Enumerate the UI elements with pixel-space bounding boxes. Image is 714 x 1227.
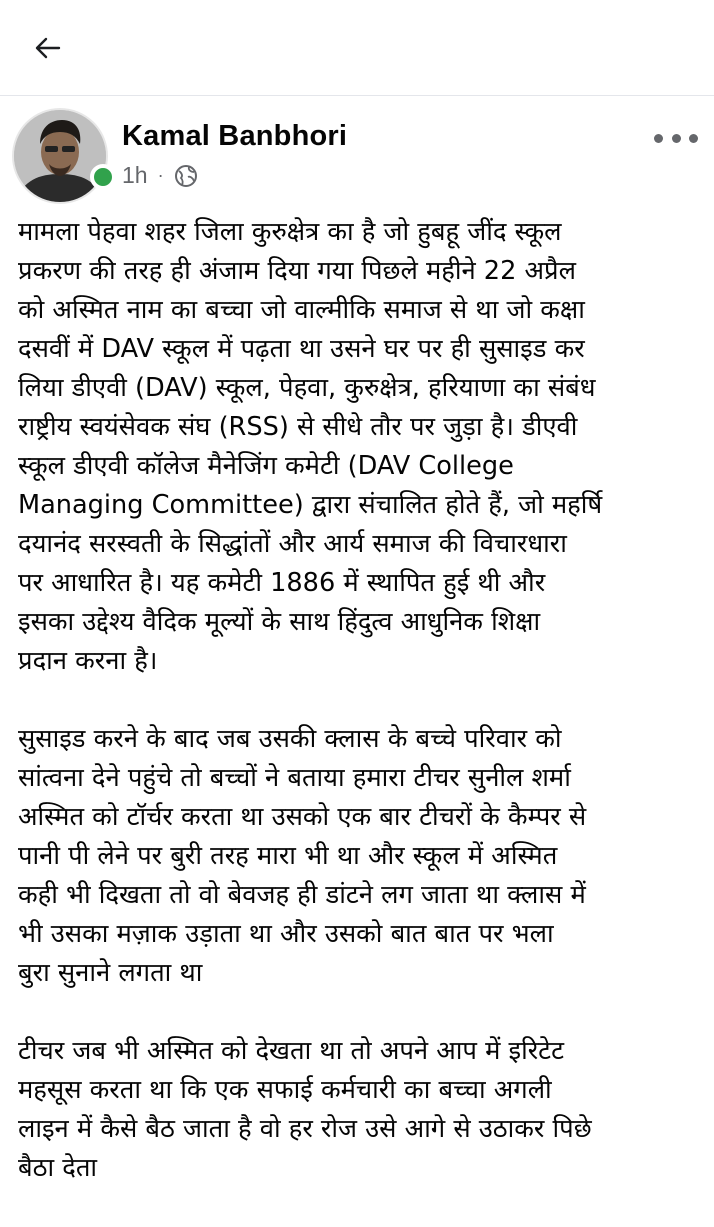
more-options-button[interactable]: [654, 126, 698, 150]
post-paragraph: सुसाइड करने के बाद जब उसकी क्लास के बच्चे परिवार को सांत्वना देने पहुंचे तो बच्चों ने बताया हमारा टीचर सुनील शर्मा अस्मित को टॉर्चर करता था उसको एक बार टीचरों के कैम्पर से पानी पी लेने पर बुरी तरह मारा भी था और स्कूल में अस्मित कही भी दिखता तो वो बेवजह ही डांटने लग जाता था क्लास में भी उसका मज़ाक उड़ाता था और उसको बात बात पर भला बुरा सुनाने लगता था: [18, 724, 587, 988]
avatar[interactable]: [12, 108, 108, 204]
post-header: [0, 96, 714, 206]
profile-photo: [14, 110, 106, 202]
globe-icon: [174, 164, 198, 188]
post-time[interactable]: 1h: [122, 162, 148, 188]
meta-separator: ·: [157, 165, 164, 185]
post-paragraph: टीचर जब भी अस्मित को देखता था तो अपने आप में इरिटेट महसूस करता था कि एक सफाई कर्मचारी का बच्चा अगली लाइन में कैसे बैठ जाता है वो हर रोज उसे आगे से उठाकर पिछे बैठा देता: [18, 1036, 592, 1183]
more-dots-icon: [654, 134, 663, 143]
author-name[interactable]: Kamal Banbhori: [122, 120, 348, 152]
online-status-icon: [90, 164, 116, 190]
post-meta: [122, 162, 198, 189]
top-bar: [0, 0, 714, 96]
arrow-left-icon: [35, 37, 61, 59]
post-paragraph: मामला पेहवा शहर जिला कुरुक्षेत्र का है जो हुबहू जींद स्कूल प्रकरण की तरह ही अंजाम दिया गया पिछले महीने 22 अप्रैल को अस्मित नाम का बच्चा जो वाल्मीकि समाज से था जो कक्षा दसवीं में DAV स्कूल में पढ़ता था उसने घर पर ही सुसाइड कर लिया डीएवी (DAV) स्कूल, पेहवा, कुरुक्षेत्र, हरियाणा का संबंध राष्ट्रीय स्वयंसेवक संघ (RSS) से सीधे तौर पर जुड़ा है। डीएवी स्कूल डीएवी कॉलेज मैनेजिंग कमेटी (DAV College Managing Committee) द्वारा संचालित होते हैं, जो महर्षि दयानंद सरस्वती के सिद्धांतों और आर्य समाज की विचारधारा पर आधारित है। यह कमेटी 1886 में स्थापित हुई थी और इसका उद्देश्य वैदिक मूल्यों के साथ हिंदुत्व आधुनिक शिक्षा प्रदान करना है।: [18, 217, 603, 676]
post-text: [18, 213, 708, 1227]
back-button[interactable]: [28, 28, 68, 68]
